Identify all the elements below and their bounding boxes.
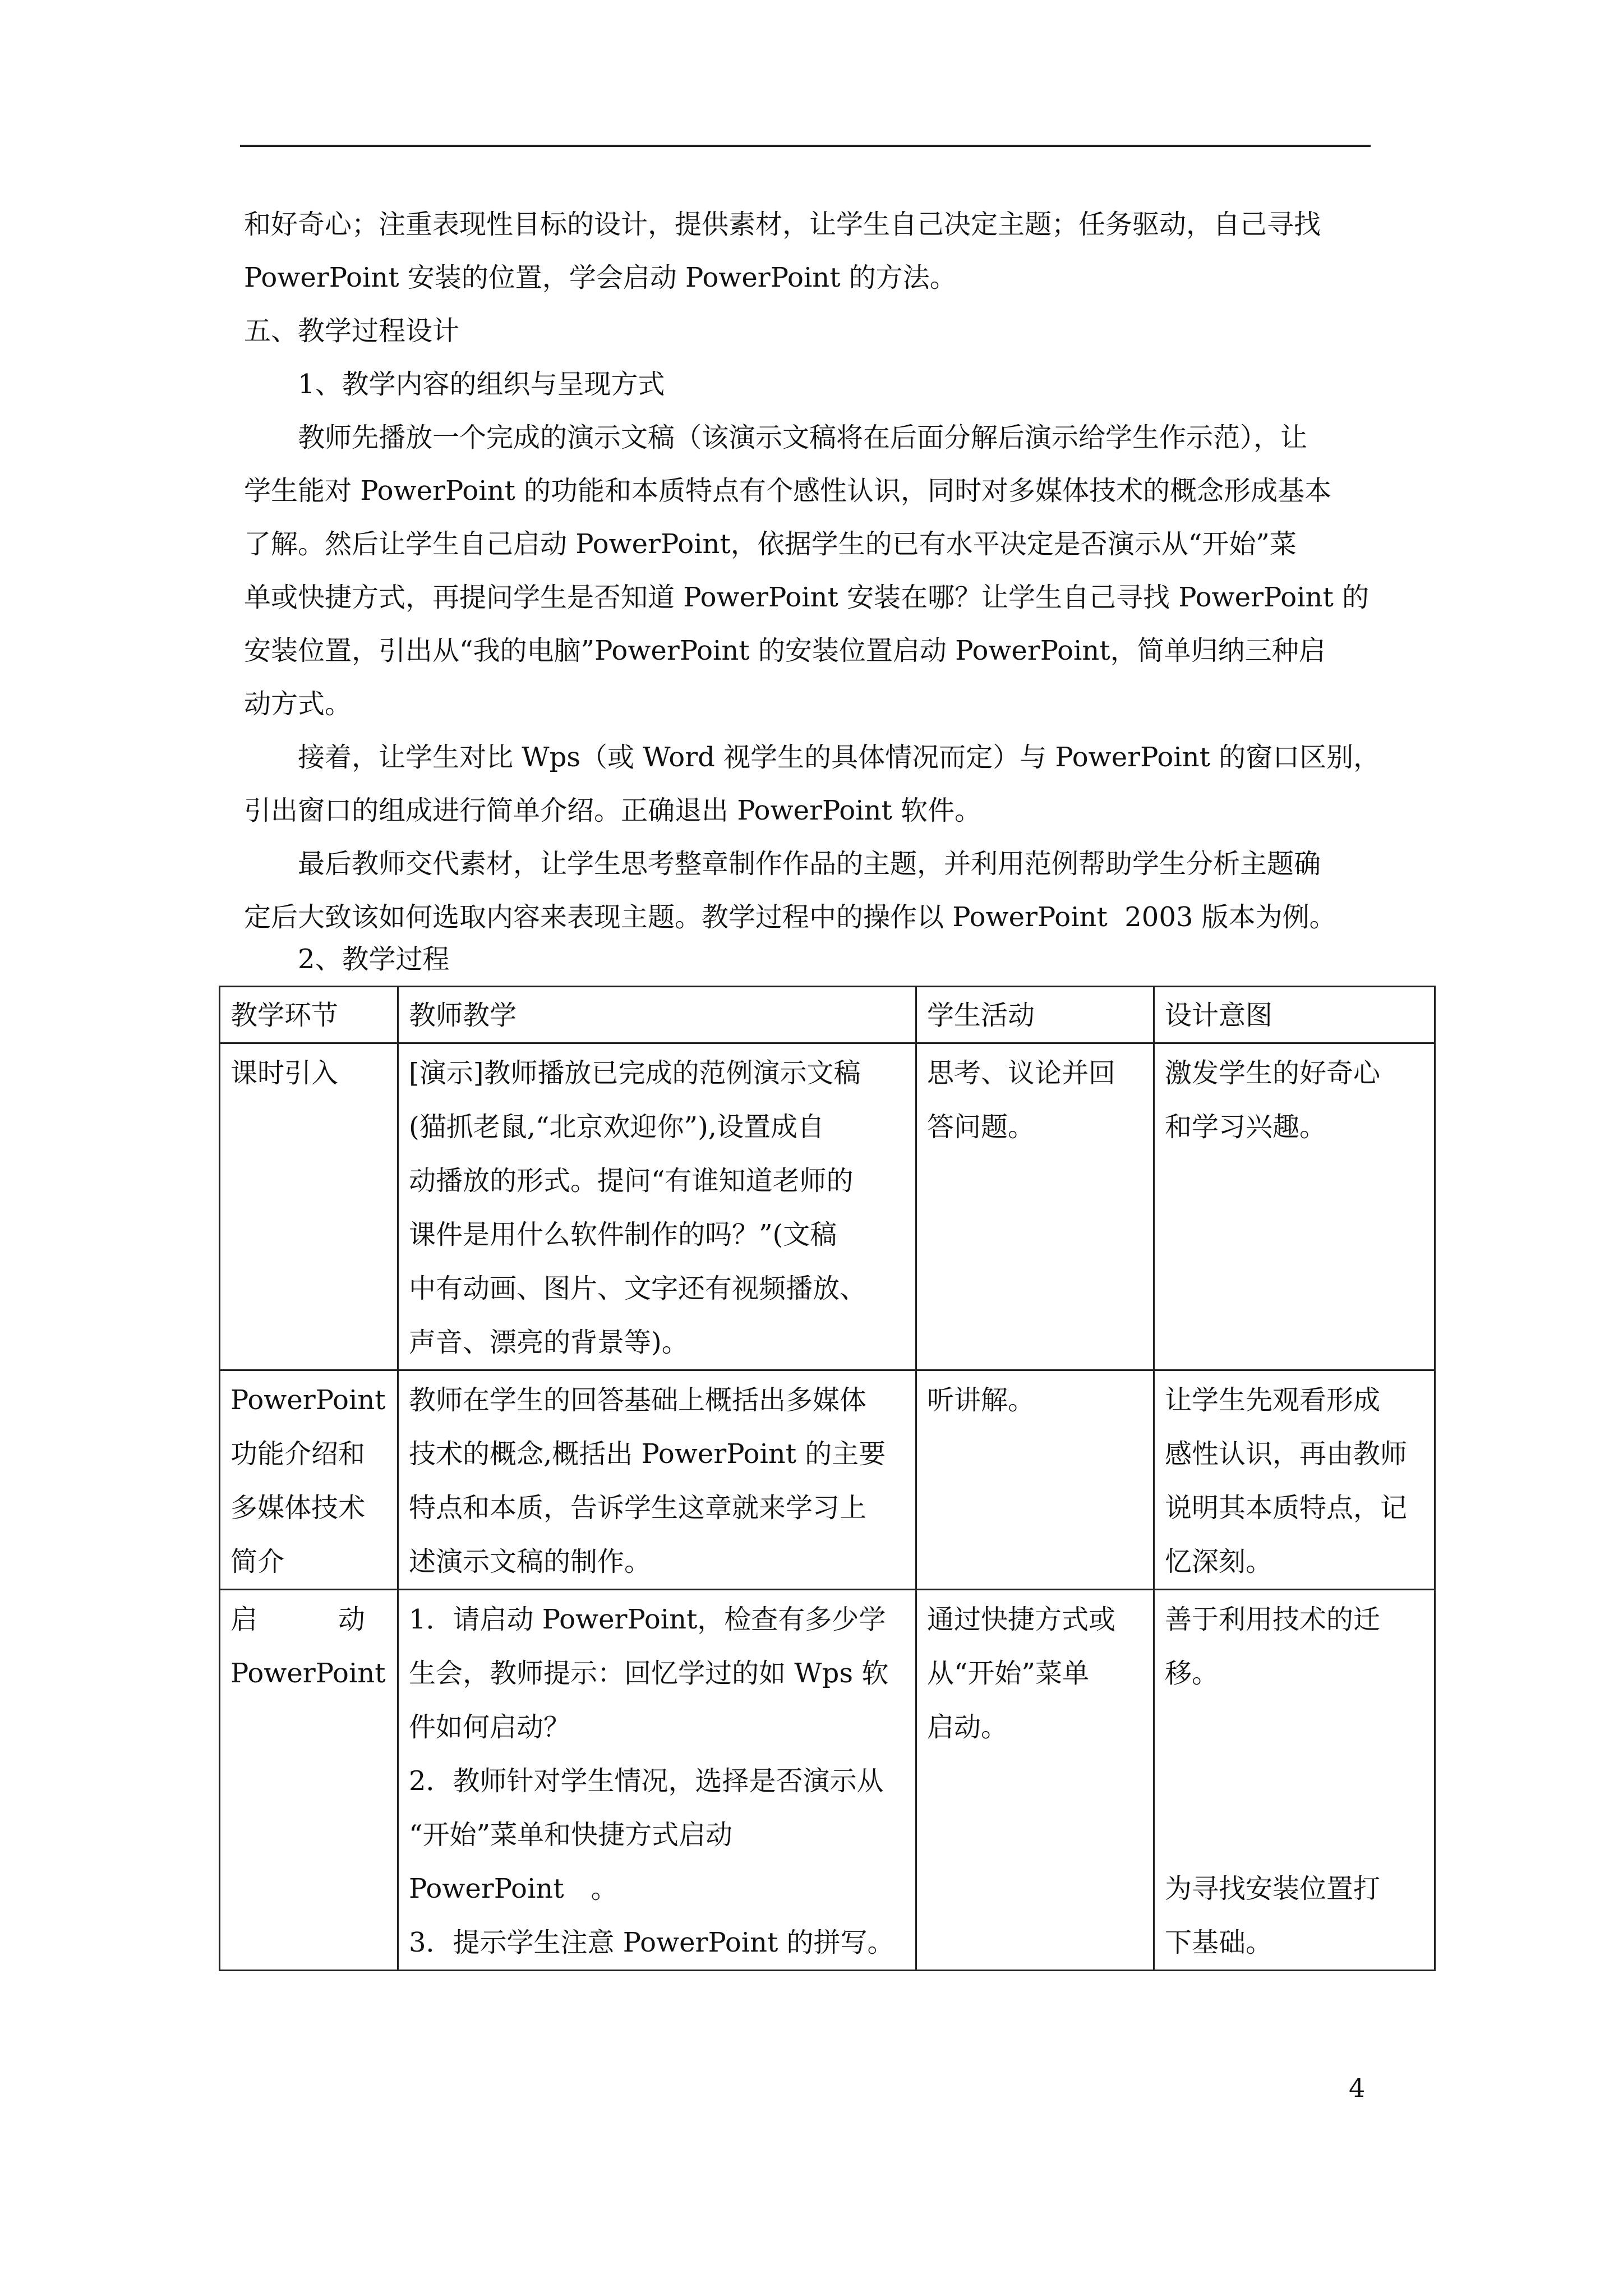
intent-cell <box>1154 1590 1435 1971</box>
cell-line: 述演示文稿的制作。 <box>409 1546 652 1577</box>
cell-line: 激发学生的好奇心 <box>1165 1057 1381 1089</box>
header-rule <box>240 145 1371 147</box>
cell-line: 特点和本质，告诉学生这章就来学习上 <box>409 1492 867 1524</box>
teacher-cell <box>398 1590 916 1971</box>
cell-line: 答问题。 <box>927 1111 1035 1143</box>
cell-line: 教师在学生的回答基础上概括出多媒体 <box>409 1384 867 1416</box>
cell-line: 声音、漂亮的背景等)。 <box>409 1327 689 1358</box>
cell-line: 件如何启动？ <box>409 1711 571 1743</box>
table-row <box>220 1370 1435 1590</box>
cell-line: 多媒体技术 <box>230 1492 366 1524</box>
cell-line: 下基础。 <box>1165 1927 1273 1958</box>
header-teacher: 教师教学 <box>398 987 916 1043</box>
page-number: 4 <box>1349 2073 1366 2103</box>
subsection-heading: 2、教学过程 <box>298 944 450 975</box>
cell-line: 听讲解。 <box>927 1384 1035 1416</box>
table-row <box>220 1043 1435 1370</box>
intent-cell <box>1154 1043 1435 1370</box>
cell-line: 2．教师针对学生情况，选择是否演示从 <box>409 1765 884 1797</box>
cell-line: 生会，教师提示：回忆学过的如 Wps 软 <box>409 1658 889 1689</box>
body-text-line: 接着，让学生对比 Wps（或 Word 视学生的具体情况而定）与 PowerPoint 的窗口区别， <box>298 742 1381 773</box>
student-cell <box>916 1370 1154 1590</box>
cell-line: 忆深刻。 <box>1165 1546 1273 1577</box>
header-stage: 教学环节 <box>220 987 398 1043</box>
body-text-line: PowerPoint 安装的位置，学会启动 PowerPoint 的方法。 <box>244 262 957 293</box>
student-cell <box>916 1043 1154 1370</box>
cell-line <box>1165 1700 1424 1754</box>
header-student: 学生活动 <box>916 987 1154 1043</box>
cell-line: 技术的概念,概括出 PowerPoint 的主要 <box>409 1438 886 1470</box>
cell-line: (猫抓老鼠,“北京欢迎你”),设置成自 <box>409 1111 825 1143</box>
cell-line: [演示]教师播放已完成的范例演示文稿 <box>409 1057 861 1089</box>
body-text-line: 和好奇心；注重表现性目标的设计，提供素材，让学生自己决定主题；任务驱动，自己寻找 <box>244 209 1321 240</box>
cell-line: 简介 <box>230 1546 285 1577</box>
body-text-line: 单或快捷方式，再提问学生是否知道 PowerPoint 安装在哪？让学生自己寻找 PowerPoint 的 <box>244 582 1370 613</box>
body-text-line: 定后大致该如何选取内容来表现主题。教学过程中的操作以 PowerPoint 2003 版本为例。 <box>244 901 1336 933</box>
body-text-line: 引出窗口的组成进行简单介绍。正确退出 PowerPoint 软件。 <box>244 795 982 826</box>
body-text-line: 安装位置，引出从“我的电脑”PowerPoint 的安装位置启动 PowerPoint，简单归纳三种启 <box>244 635 1326 666</box>
intent-cell <box>1154 1370 1435 1590</box>
table-row <box>220 1590 1435 1971</box>
stage-cell <box>220 1370 398 1590</box>
cell-line: 和学习兴趣。 <box>1165 1111 1327 1143</box>
cell-line: PowerPoint 。 <box>409 1873 618 1904</box>
cell-line: PowerPoint <box>230 1384 386 1416</box>
body-text-line: 了解。然后让学生自己启动 PowerPoint，依据学生的已有水平决定是否演示从“开始”菜 <box>244 528 1297 560</box>
cell-line: 善于利用技术的迁 <box>1165 1604 1381 1635</box>
subsection-heading: 1、教学内容的组织与呈现方式 <box>298 369 665 400</box>
table-header-row <box>220 987 1435 1043</box>
teacher-cell <box>398 1370 916 1590</box>
body-text-line: 教师先播放一个完成的演示文稿（该演示文稿将在后面分解后演示给学生作示范），让 <box>298 422 1308 453</box>
stage-cell <box>220 1043 398 1370</box>
cell-line: 为寻找安装位置打 <box>1165 1873 1381 1904</box>
section-heading: 五、教学过程设计 <box>244 315 460 347</box>
cell-line: 1．请启动 PowerPoint，检查有多少学 <box>409 1604 886 1635</box>
cell-line: 说明其本质特点，记 <box>1165 1492 1408 1524</box>
cell-line: 移。 <box>1165 1658 1219 1689</box>
cell-line: 从“开始”菜单 <box>927 1658 1090 1689</box>
teacher-cell <box>398 1043 916 1370</box>
cell-line: 让学生先观看形成 <box>1165 1384 1381 1416</box>
cell-line: PowerPoint <box>230 1658 386 1689</box>
body-text-line: 动方式。 <box>244 688 352 720</box>
cell-line: 3．提示学生注意 PowerPoint 的拼写。 <box>409 1927 895 1958</box>
cell-line: 启动。 <box>927 1711 1008 1743</box>
header-intent: 设计意图 <box>1154 987 1435 1043</box>
cell-line: 功能介绍和 <box>230 1438 366 1470</box>
cell-line: 课时引入 <box>230 1057 339 1089</box>
cell-line: 感性认识，再由教师 <box>1165 1438 1408 1470</box>
cell-line: 中有动画、图片、文字还有视频播放、 <box>409 1273 867 1304</box>
stage-cell <box>220 1590 398 1971</box>
student-cell <box>916 1590 1154 1971</box>
body-text-line: 最后教师交代素材，让学生思考整章制作作品的主题，并利用范例帮助学生分析主题确 <box>298 848 1321 880</box>
cell-line <box>1165 1808 1424 1862</box>
teaching-process-table <box>219 986 1436 1971</box>
cell-line: “开始”菜单和快捷方式启动 <box>409 1819 733 1851</box>
cell-line: 思考、议论并回 <box>927 1057 1116 1089</box>
cell-line: 启 动 <box>230 1604 366 1635</box>
cell-line: 课件是用什么软件制作的吗？”(文稿 <box>409 1219 837 1250</box>
cell-line: 通过快捷方式或 <box>927 1604 1116 1635</box>
cell-line <box>1165 1754 1424 1808</box>
body-text-line: 学生能对 PowerPoint 的功能和本质特点有个感性认识，同时对多媒体技术的概念形成基本 <box>244 475 1332 507</box>
cell-line: 动播放的形式。提问“有谁知道老师的 <box>409 1165 854 1197</box>
